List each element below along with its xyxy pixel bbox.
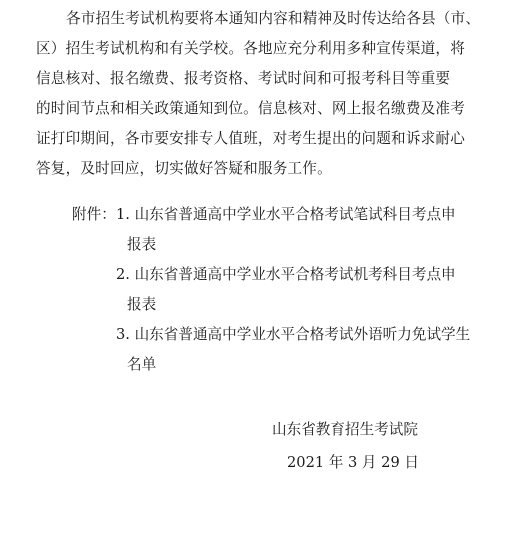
paragraph-line: 区）招生考试机构和有关学校。各地应充分利用多种宣传渠道，将 — [36, 40, 466, 57]
attachment-title-cont: 报表 — [127, 296, 157, 313]
attachment-continuation — [72, 230, 492, 260]
paragraph-line: 各市招生考试机构要将本通知内容和精神及时传达给各县（市、 — [66, 10, 481, 27]
paragraph-line: 证打印期间，各市要安排专人值班，对考生提出的问题和诉求耐心 — [36, 130, 466, 147]
attachment-continuation — [72, 290, 492, 320]
attachment-item — [72, 200, 492, 230]
paragraph-line: 答复，及时回应，切实做好答疑和服务工作。 — [36, 160, 332, 177]
attachment-title-cont: 报表 — [127, 236, 157, 253]
attachment-item — [72, 260, 492, 290]
notice-paragraph — [36, 4, 481, 184]
paragraph-line: 信息核对、报名缴费、报考资格、考试时间和可报考科目等重要 — [36, 70, 451, 87]
attachment-continuation — [72, 350, 492, 380]
attachment-title: 1. 山东省普通高中学业水平合格考试笔试科目考点申 — [116, 206, 456, 223]
attachment-title-cont: 名单 — [127, 356, 157, 373]
paragraph-line: 的时间节点和相关政策通知到位。信息核对、网上报名缴费及准考 — [36, 100, 466, 117]
attachment-title: 3. 山东省普通高中学业水平合格考试外语听力免试学生 — [116, 326, 471, 343]
attachment-title: 2. 山东省普通高中学业水平合格考试机考科目考点申 — [116, 266, 456, 283]
attachments-list — [72, 200, 492, 380]
attachments-label: 附件： — [72, 206, 116, 223]
attachment-item — [72, 320, 492, 350]
issue-date: 2021 年 3 月 29 日 — [287, 454, 419, 471]
issuing-organization: 山东省教育招生考试院 — [272, 421, 418, 438]
